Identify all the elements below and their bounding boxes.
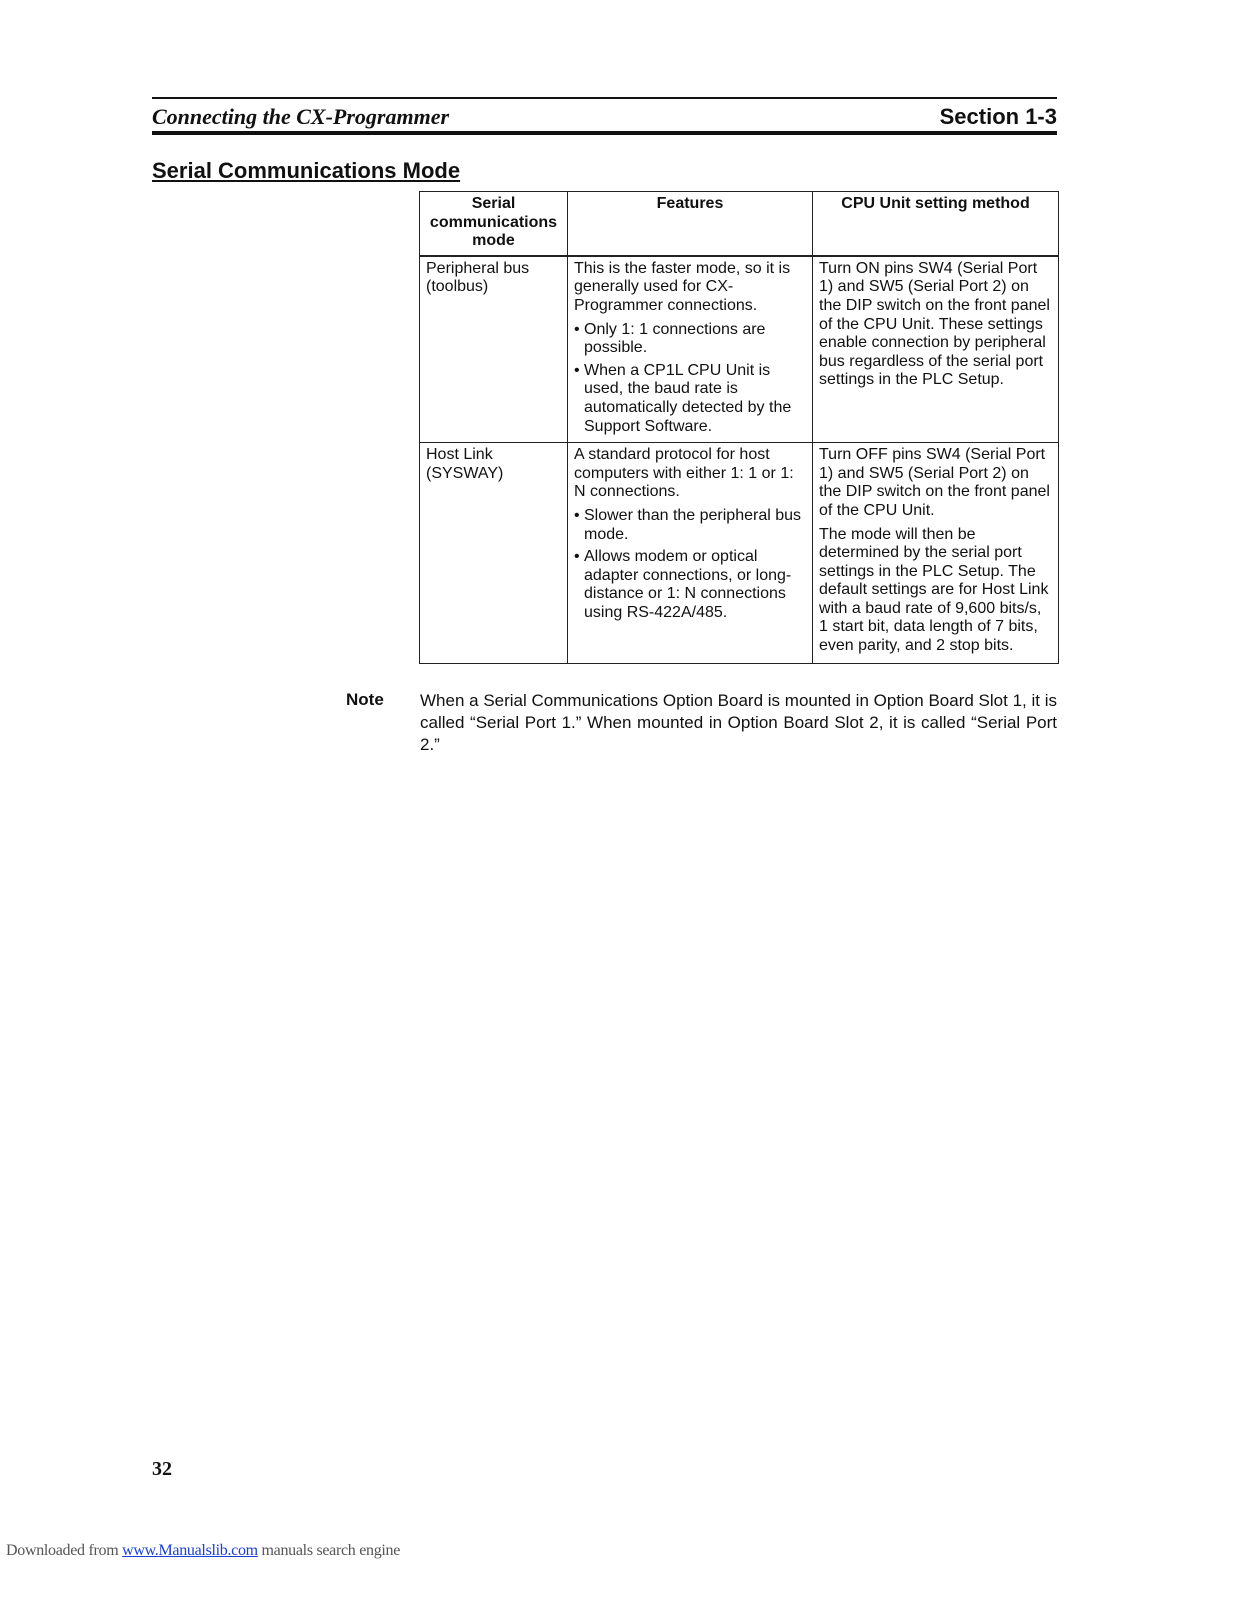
footer-prefix: Downloaded from xyxy=(6,1542,123,1559)
bullet-icon: • xyxy=(574,320,580,338)
note-label: Note xyxy=(346,690,384,709)
table-row xyxy=(420,443,1059,664)
table-header-row xyxy=(420,192,1059,256)
setting-paragraph: Turn ON pins SW4 (Serial Port 1) and SW5 (Serial Port 2) on the DIP switch on the front panel of the CPU Unit. These settings enable connection by peripheral bus regardless of the serial port settings in the PLC Setup. xyxy=(819,259,1050,389)
features-intro: A standard protocol for host computers with either 1: 1 or 1: N connections. xyxy=(574,446,794,501)
features-intro: This is the faster mode, so it is generally used for CX-Programmer connections. xyxy=(574,259,791,314)
mode-cell: Host Link (SYSWAY) xyxy=(420,443,568,664)
serial-modes-table xyxy=(419,191,1059,664)
setting-cell xyxy=(813,256,1059,443)
running-header-section: Section 1-3 xyxy=(939,104,1057,129)
features-bullet: • Allows modem or optical adapter connections, or long-distance or 1: N connections using RS-422A/485. xyxy=(574,548,792,621)
features-bullet: • Slower than the peripheral bus mode. xyxy=(574,506,802,543)
page-number: 32 xyxy=(152,1458,172,1480)
footer-suffix: manuals search engine xyxy=(257,1542,401,1559)
setting-cell xyxy=(813,443,1059,664)
section-heading: Serial Communications Mode xyxy=(152,158,461,183)
table-row xyxy=(420,256,1059,443)
setting-paragraph: The mode will then be determined by the serial port settings in the PLC Setup. The default settings are for Host Link with a baud rate of 9,600 bits/s, 1 start bit, data length of 7 bits, even parity, and 2 stop bits. xyxy=(819,525,1049,655)
bullet-icon: • xyxy=(574,506,580,524)
header-rule-bottom xyxy=(152,131,1057,135)
note-text: When a Serial Communications Option Board is mounted in Option Board Slot 1, it is called “Serial Port 1.” When mounted in Option Board Slot 2, it is called “Serial Port 2.” xyxy=(420,691,1057,754)
features-cell xyxy=(568,443,813,664)
mode-cell: Peripheral bus (toolbus) xyxy=(420,256,568,443)
running-header-title: Connecting the CX-Programmer xyxy=(152,104,450,129)
features-bullet: • When a CP1L CPU Unit is used, the baud rate is automatically detected by the Support Software. xyxy=(574,361,792,435)
header-rule-top xyxy=(152,97,1057,99)
column-header-mode: Serial communications mode xyxy=(420,192,568,256)
features-bullet: • Only 1: 1 connections are possible. xyxy=(574,320,766,357)
features-cell xyxy=(568,256,813,443)
manualslib-link[interactable]: www.Manualslib.com xyxy=(122,1542,258,1559)
column-header-setting-method: CPU Unit setting method xyxy=(813,192,1059,256)
setting-paragraph: Turn OFF pins SW4 (Serial Port 1) and SW5 (Serial Port 2) on the DIP switch on the front panel of the CPU Unit. xyxy=(819,446,1050,519)
download-footer xyxy=(6,1542,400,1560)
bullet-icon: • xyxy=(574,361,580,379)
column-header-features: Features xyxy=(568,192,813,256)
bullet-icon: • xyxy=(574,548,580,566)
